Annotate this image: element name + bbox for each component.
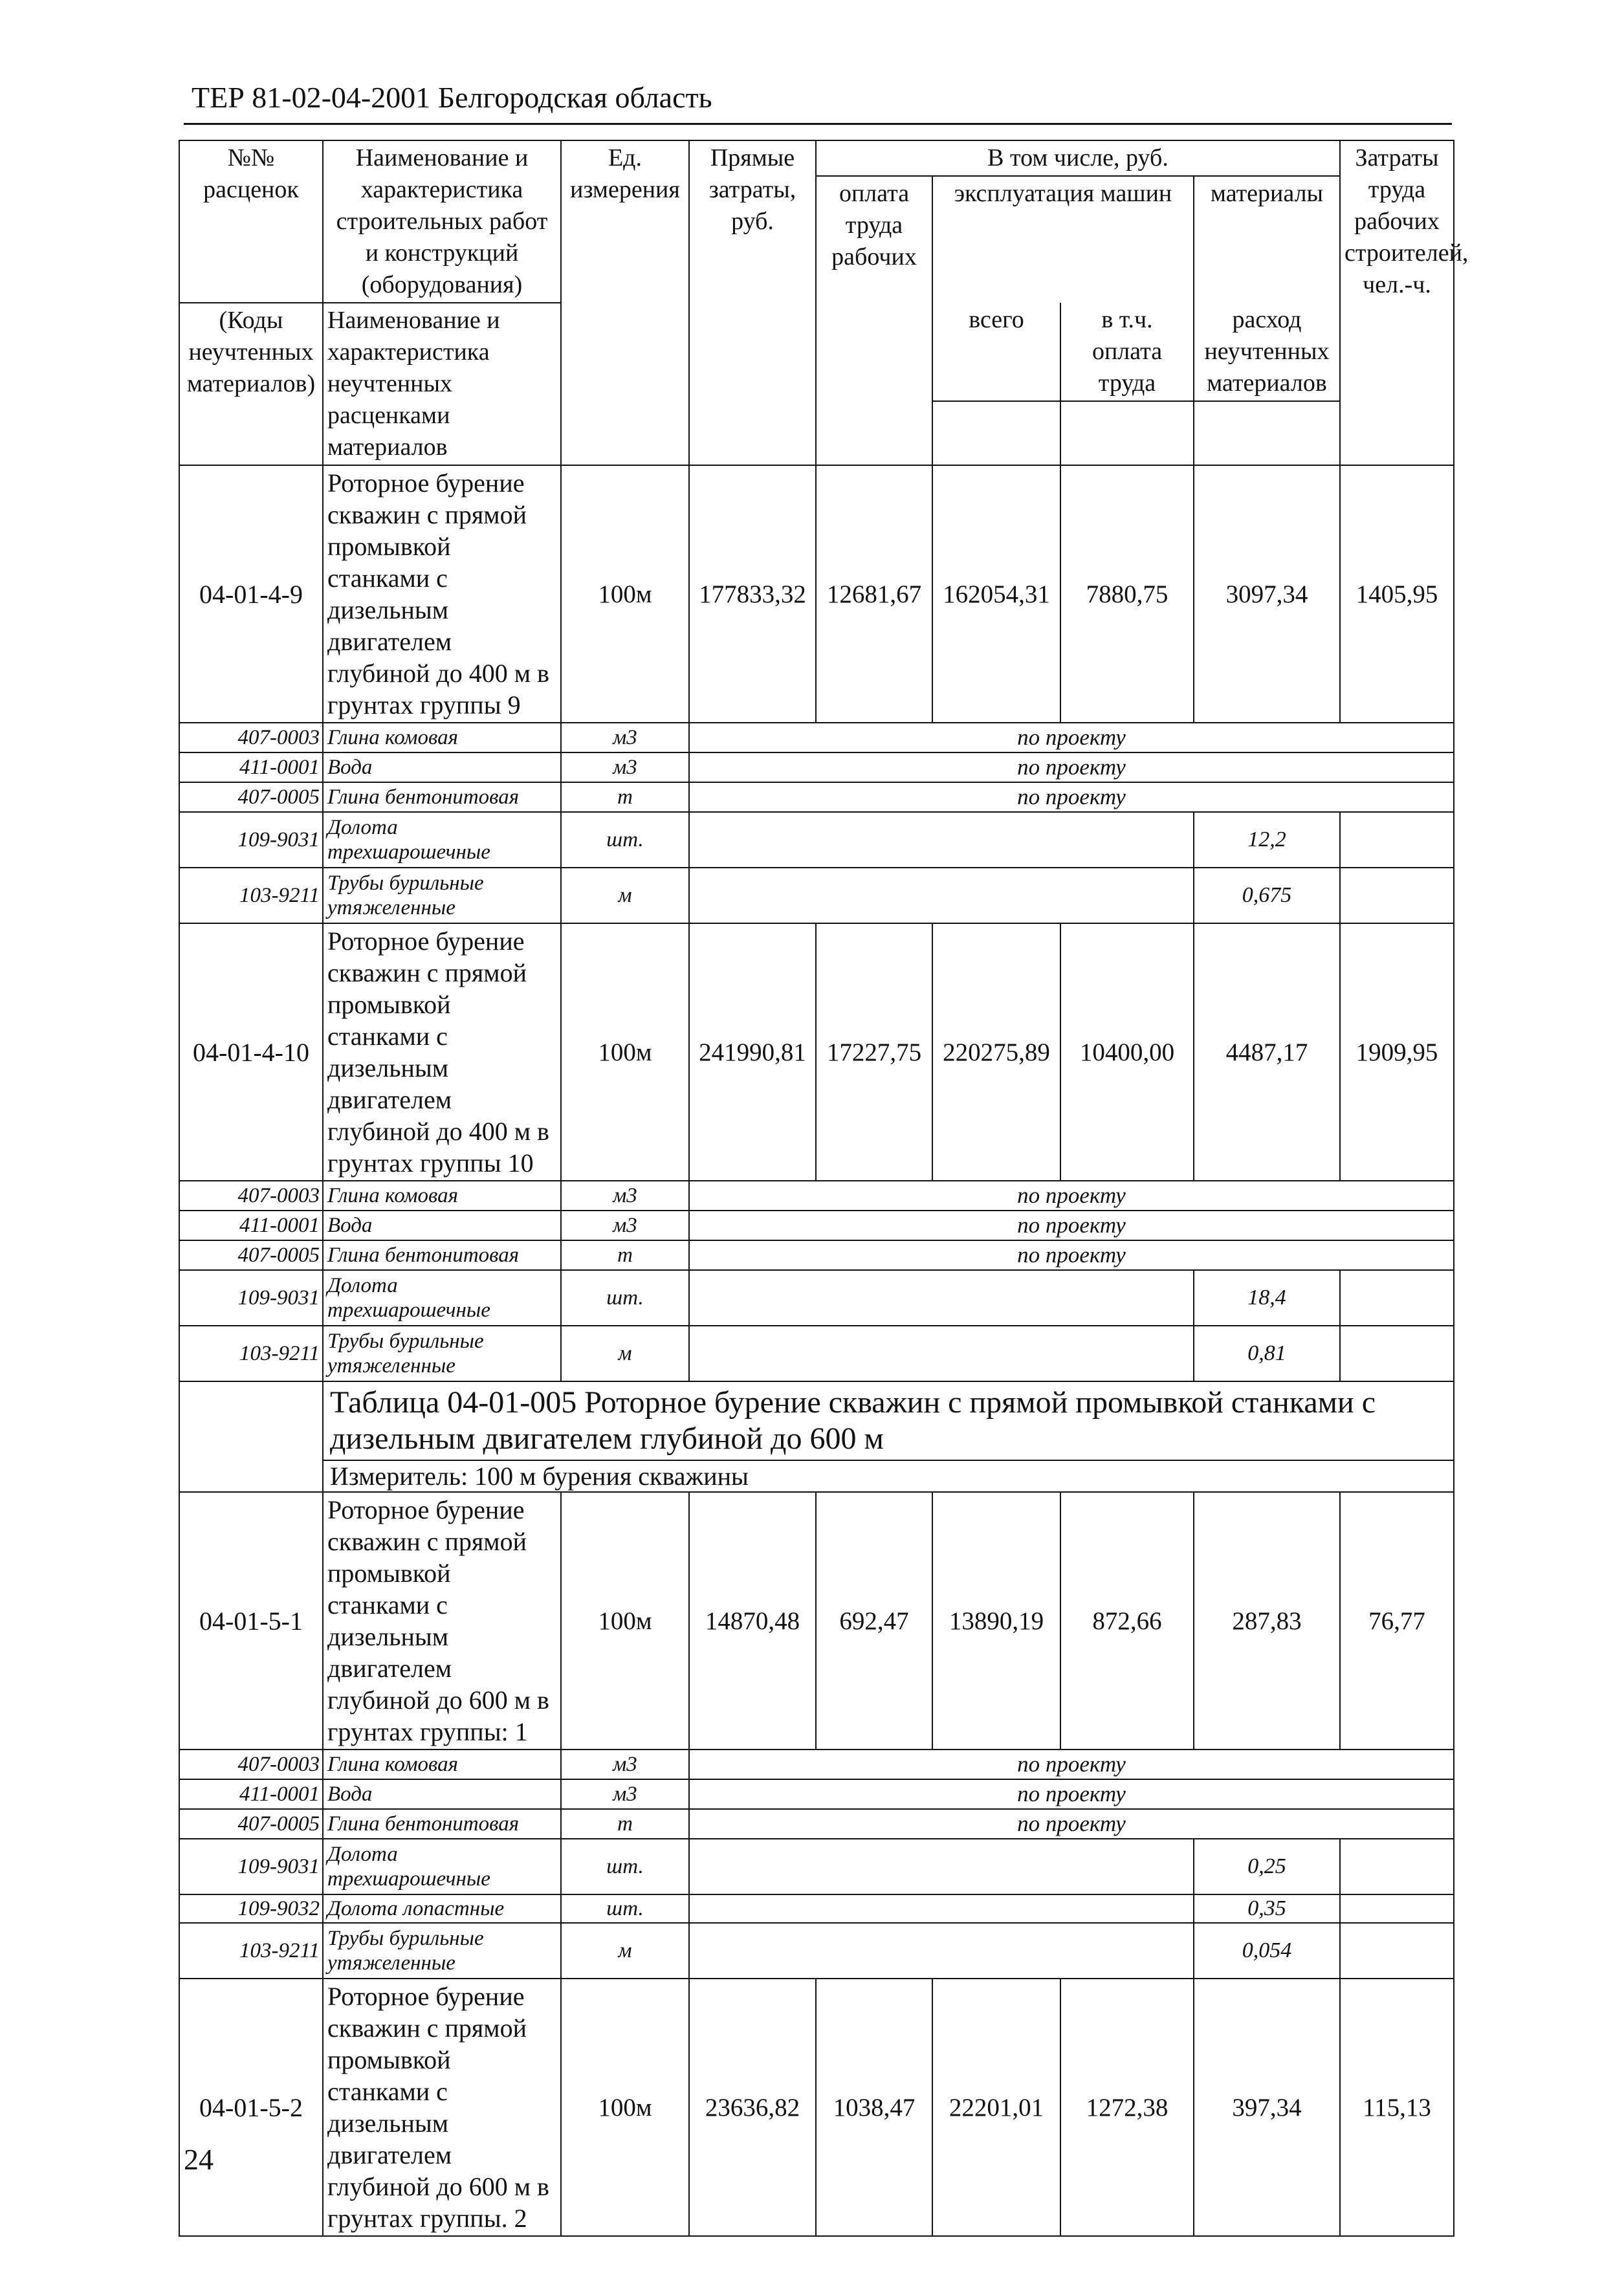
head-machines-total: всего	[932, 303, 1060, 401]
material-quantity: по проекту	[689, 782, 1454, 812]
header-rule	[184, 123, 1452, 125]
material-unit: т	[561, 1240, 689, 1270]
rate-labor-cost: 1909,95	[1340, 923, 1454, 1181]
rates-group-bottom	[179, 1492, 1454, 2236]
material-code: 407-0005	[179, 782, 323, 812]
head-labor-cost-col: Затраты труда рабочих строителей, чел.-ч.	[1340, 140, 1454, 465]
section-block	[179, 1381, 1454, 1492]
material-row	[179, 1779, 1454, 1809]
material-name: Вода	[323, 1779, 561, 1809]
material-code: 407-0003	[179, 1181, 323, 1211]
section-measure: Измеритель: 100 м бурения скважины	[323, 1460, 1454, 1492]
material-name: Трубы бурильные утяжеленные	[323, 1326, 561, 1381]
material-empty-cell	[1340, 1923, 1454, 1979]
material-code: 407-0003	[179, 1750, 323, 1779]
rate-machines-pay: 872,66	[1060, 1492, 1194, 1750]
rate-materials: 397,34	[1194, 1979, 1340, 2236]
material-row	[179, 1240, 1454, 1270]
material-name: Долота лопастные	[323, 1894, 561, 1923]
material-unit: м	[561, 868, 689, 923]
material-empty-cell	[1340, 1270, 1454, 1326]
material-code: 407-0005	[179, 1240, 323, 1270]
rate-direct-cost: 241990,81	[689, 923, 816, 1181]
material-quantity: по проекту	[689, 1211, 1454, 1240]
material-name: Глина бентонитовая	[323, 1809, 561, 1839]
rate-row	[179, 465, 1454, 723]
material-quantity: по проекту	[689, 752, 1454, 782]
rate-labor-cost: 115,13	[1340, 1979, 1454, 2236]
rate-code: 04-01-5-2	[179, 1979, 323, 2236]
head-material-names: Наименование и характеристика неучтенных расценками материалов	[323, 303, 561, 465]
table-header-row-1	[179, 140, 1454, 176]
material-unit: м3	[561, 1750, 689, 1779]
material-row	[179, 752, 1454, 782]
material-empty-cell	[1340, 1326, 1454, 1381]
rate-labor-pay: 692,47	[816, 1492, 932, 1750]
material-code: 411-0001	[179, 1779, 323, 1809]
material-quantity: 0,25	[1194, 1839, 1340, 1894]
rate-name: Роторное бурение скважин с прямой промывкой станками с дизельным двигателем глубиной до 600 м в грунтах группы: 1	[323, 1492, 561, 1750]
rate-labor-cost: 76,77	[1340, 1492, 1454, 1750]
rate-row	[179, 1979, 1454, 2236]
section-title: Таблица 04-01-005 Роторное бурение скважин с прямой промывкой станками с дизельным двигателем глубиной до 600 м	[323, 1381, 1454, 1460]
material-quantity: по проекту	[689, 1750, 1454, 1779]
rate-direct-cost: 23636,82	[689, 1979, 816, 2236]
material-row	[179, 1326, 1454, 1381]
material-name: Глина бентонитовая	[323, 782, 561, 812]
material-name: Глина бентонитовая	[323, 1240, 561, 1270]
material-quantity: по проекту	[689, 1240, 1454, 1270]
rate-unit: 100м	[561, 1492, 689, 1750]
head-direct-col: Прямые затраты, руб.	[689, 140, 816, 465]
rate-name: Роторное бурение скважин с прямой промывкой станками с дизельным двигателем глубиной до 400 м в грунтах группы 10	[323, 923, 561, 1181]
material-row	[179, 782, 1454, 812]
page-header-title: ТЕР 81-02-04-2001 Белгородская область	[192, 81, 712, 114]
rate-machines-total: 220275,89	[932, 923, 1060, 1181]
material-empty-cell	[689, 1839, 1194, 1894]
material-code: 411-0001	[179, 752, 323, 782]
material-code: 109-9031	[179, 1270, 323, 1326]
material-quantity: 0,81	[1194, 1326, 1340, 1381]
material-code: 103-9211	[179, 1326, 323, 1381]
head-materials-use: расход неучтенных материалов	[1194, 303, 1340, 401]
material-unit: м	[561, 1326, 689, 1381]
rate-code: 04-01-4-10	[179, 923, 323, 1181]
material-row	[179, 1809, 1454, 1839]
rate-name: Роторное бурение скважин с прямой промывкой станками с дизельным двигателем глубиной до 400 м в грунтах группы 9	[323, 465, 561, 723]
material-quantity: 18,4	[1194, 1270, 1340, 1326]
material-code: 109-9031	[179, 1839, 323, 1894]
material-name: Глина комовая	[323, 1750, 561, 1779]
head-material-codes: (Коды неучтенных материалов)	[179, 303, 323, 465]
material-unit: шт.	[561, 1894, 689, 1923]
material-empty-cell	[1340, 1894, 1454, 1923]
rate-materials: 3097,34	[1194, 465, 1340, 723]
material-quantity: 0,675	[1194, 868, 1340, 923]
material-empty-cell	[1340, 868, 1454, 923]
material-empty-cell	[689, 868, 1194, 923]
section-measure-row	[179, 1460, 1454, 1492]
material-row	[179, 812, 1454, 868]
material-name: Вода	[323, 752, 561, 782]
material-quantity: 0,054	[1194, 1923, 1340, 1979]
material-quantity: по проекту	[689, 723, 1454, 752]
rate-machines-pay: 10400,00	[1060, 923, 1194, 1181]
material-unit: шт.	[561, 1270, 689, 1326]
head-materials: материалы	[1194, 176, 1340, 303]
material-quantity: 0,35	[1194, 1894, 1340, 1923]
material-name: Долота трехшарошечные	[323, 812, 561, 868]
material-name: Вода	[323, 1211, 561, 1240]
rate-labor-pay: 12681,67	[816, 465, 932, 723]
material-row	[179, 1750, 1454, 1779]
material-code: 109-9032	[179, 1894, 323, 1923]
rate-row	[179, 923, 1454, 1181]
material-empty-cell	[689, 1326, 1194, 1381]
rate-machines-total: 13890,19	[932, 1492, 1060, 1750]
material-row	[179, 1894, 1454, 1923]
head-including: В том числе, руб.	[816, 140, 1340, 176]
material-code: 407-0003	[179, 723, 323, 752]
material-unit: т	[561, 782, 689, 812]
material-empty-cell	[1340, 1839, 1454, 1894]
rate-code: 04-01-5-1	[179, 1492, 323, 1750]
material-unit: м3	[561, 1211, 689, 1240]
material-quantity: по проекту	[689, 1181, 1454, 1211]
rate-direct-cost: 177833,32	[689, 465, 816, 723]
rate-unit: 100м	[561, 465, 689, 723]
material-unit: м3	[561, 1779, 689, 1809]
rates-group-top	[179, 465, 1454, 1381]
material-unit: м3	[561, 752, 689, 782]
page-number: 24	[184, 2143, 214, 2176]
material-name: Долота трехшарошечные	[323, 1270, 561, 1326]
rate-machines-total: 162054,31	[932, 465, 1060, 723]
material-unit: т	[561, 1809, 689, 1839]
material-unit: м3	[561, 723, 689, 752]
rate-labor-pay: 1038,47	[816, 1979, 932, 2236]
section-title-row	[179, 1381, 1454, 1460]
head-name-col: Наименование и характеристика строительных работ и конструкций (оборудования)	[323, 140, 561, 303]
rate-unit: 100м	[561, 1979, 689, 2236]
material-name: Долота трехшарошечные	[323, 1839, 561, 1894]
material-code: 109-9031	[179, 812, 323, 868]
rate-unit: 100м	[561, 923, 689, 1181]
rate-name: Роторное бурение скважин с прямой промывкой станками с дизельным двигателем глубиной до 600 м в грунтах группы. 2	[323, 1979, 561, 2236]
material-code: 103-9211	[179, 868, 323, 923]
rate-machines-total: 22201,01	[932, 1979, 1060, 2236]
head-machines-pay: в т.ч. оплата труда	[1060, 303, 1194, 401]
rate-labor-cost: 1405,95	[1340, 465, 1454, 723]
head-unit-col: Ед. измерения	[561, 140, 689, 465]
material-name: Трубы бурильные утяжеленные	[323, 1923, 561, 1979]
material-row	[179, 1923, 1454, 1979]
rates-table	[179, 140, 1469, 2237]
material-row	[179, 1839, 1454, 1894]
material-quantity: 12,2	[1194, 812, 1340, 868]
material-unit: шт.	[561, 1839, 689, 1894]
rate-materials: 4487,17	[1194, 923, 1340, 1181]
rate-materials: 287,83	[1194, 1492, 1340, 1750]
material-empty-cell	[689, 812, 1194, 868]
head-labor-pay: оплата труда рабочих	[816, 176, 932, 465]
material-row	[179, 1270, 1454, 1326]
rate-row	[179, 1492, 1454, 1750]
material-row	[179, 868, 1454, 923]
material-row	[179, 723, 1454, 752]
material-name: Глина комовая	[323, 723, 561, 752]
head-machines: эксплуатация машин	[932, 176, 1194, 303]
material-empty-cell	[689, 1894, 1194, 1923]
material-code: 411-0001	[179, 1211, 323, 1240]
material-name: Трубы бурильные утяжеленные	[323, 868, 561, 923]
rate-machines-pay: 7880,75	[1060, 465, 1194, 723]
material-row	[179, 1211, 1454, 1240]
material-unit: шт.	[561, 812, 689, 868]
rate-machines-pay: 1272,38	[1060, 1979, 1194, 2236]
rate-direct-cost: 14870,48	[689, 1492, 816, 1750]
head-code-col: №№ расценок	[179, 140, 323, 303]
material-unit: м3	[561, 1181, 689, 1211]
material-empty-cell	[689, 1923, 1194, 1979]
material-quantity: по проекту	[689, 1779, 1454, 1809]
material-empty-cell	[689, 1270, 1194, 1326]
rate-code: 04-01-4-9	[179, 465, 323, 723]
material-row	[179, 1181, 1454, 1211]
rate-labor-pay: 17227,75	[816, 923, 932, 1181]
material-quantity: по проекту	[689, 1809, 1454, 1839]
material-empty-cell	[1340, 812, 1454, 868]
material-unit: м	[561, 1923, 689, 1979]
material-code: 103-9211	[179, 1923, 323, 1979]
material-name: Глина комовая	[323, 1181, 561, 1211]
material-code: 407-0005	[179, 1809, 323, 1839]
